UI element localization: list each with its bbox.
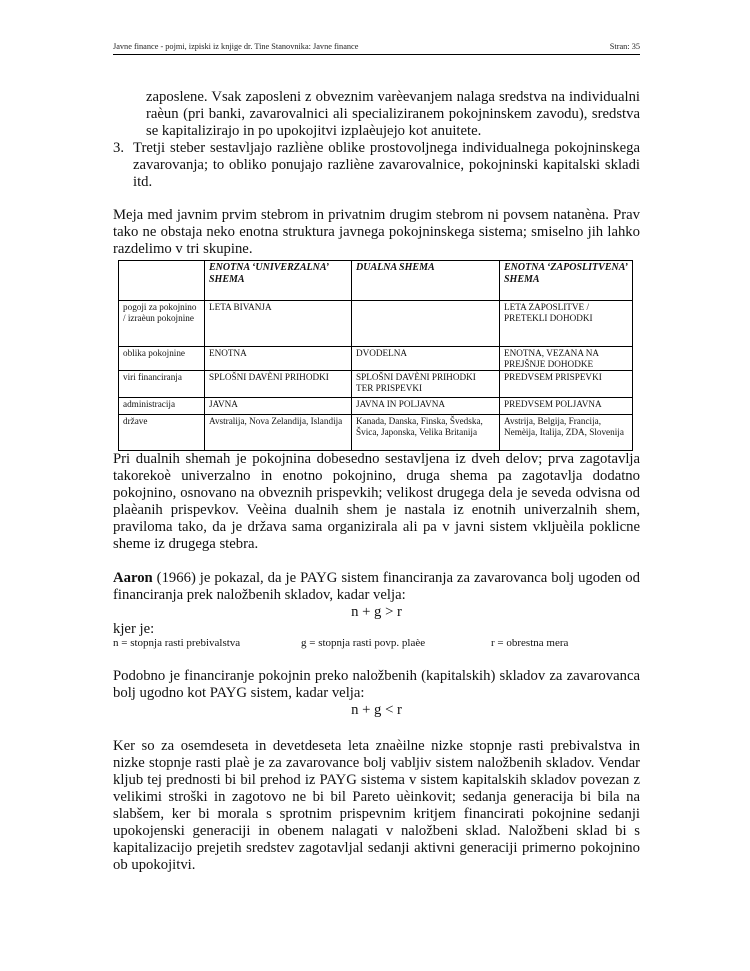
table-header-cell: DUALNA SHEMA [352, 261, 500, 301]
paragraph-dualnih: Pri dualnih shemah je pokojnina dobesedno sestavljena iz dveh delov; prva zagotavlja takorekoè univerzalno in enotno pokojnino, druga shema pa zagotavlja dodatno pokojnino, osnovano na obveznih prispevkih; velikost drugega dela je seveda odvisna od plaèanih prispevkov. Veèina dualnih shem je nastala iz enotnih univerzalnih shem, praviloma tako, da je država sama organizirala ali pa v javni sistem vkljuèila poklicne sheme iz drugega stebra. [113, 451, 640, 552]
table-row [119, 415, 633, 451]
table-row [119, 301, 633, 347]
table-cell: SPLOŠNI DAVÈNI PRIHODKI [205, 371, 352, 398]
table-cell: pogoji za pokojnino / izraèun pokojnine [119, 301, 205, 347]
author-name: Aaron [113, 570, 153, 586]
list-continuation [113, 89, 640, 191]
formula: n + g > r [351, 604, 402, 620]
header-title: Javne finance - pojmi, izpiski iz knjige dr. Tine Stanovnika: Javne finance [113, 42, 359, 51]
table-row [119, 371, 633, 398]
paragraph-aaron [113, 570, 640, 638]
definition-n: n = stopnja rasti prebivalstva [113, 637, 241, 649]
table-cell: oblika pokojnine [119, 347, 205, 371]
definition-g: g = stopnja rasti povp. plaèe [301, 637, 426, 649]
table-row [119, 398, 633, 415]
table-header-cell: ENOTNA ‘ZAPOSLITVENA’ SHEMA [500, 261, 633, 301]
table-cell: Avstralija, Nova Zelandija, Islandija [205, 415, 352, 451]
list-number: 3. [113, 140, 125, 156]
aaron-text [113, 570, 640, 604]
page-header [113, 42, 640, 55]
aaron-sentence: (1966) je pokazal, da je PAYG sistem financiranja za zavarovanca bolj ugoden od financiranja prek naložbenih skladov, kadar velja: [113, 570, 640, 603]
table-header-cell: ENOTNA ‘UNIVERZALNA’ SHEMA [205, 261, 352, 301]
paragraph-podobno [113, 668, 640, 719]
text-line: zaposlene. Vsak zaposleni z obveznim varèevanjem nalaga sredstva na individualni [146, 89, 640, 105]
table-header-cell [119, 261, 205, 301]
table-cell: države [119, 415, 205, 451]
paragraph-ker: Ker so za osemdeseta in devetdeseta leta znaèilne nizke stopnje rasti prebivalstva in nizke stopnje rasti plaè je za zavarovance bolj vabljiv sistem naložbenih skladov. Vendar kljub tej prednosti bi bil prehod iz PAYG sistema v sistem kapitalskih skladov povezan z velikimi stroški in zagotovo ne bi bil Pareto uèinkovit; sedanja generacija bi bila na slabšem, ker bi morala s sprotnim prispevnim kritjem financirati pokojnine sedanji upokojenski generaciji in obenem nalagati v naložbeni sklad. Naložbeni sklad bi s kapitalizacijo prejetih sredstev zagotavljal sedanji aktivni generaciji primerno pokojnino ob upokojitvi. [113, 738, 640, 873]
formula: n + g < r [351, 702, 402, 718]
text-line: se kapitalizirajo in po upokojitvi izplaèujejo kot anuitete. [146, 123, 482, 139]
table-cell: PREDVSEM POLJAVNA [500, 398, 633, 415]
pension-schemes-table [118, 260, 633, 451]
table-cell: LETA ZAPOSLITVE / PRETEKLI DOHODKI [500, 301, 633, 347]
table-cell [352, 301, 500, 347]
list-item-text: Tretji steber sestavljajo razliène oblike prostovoljnega individualnega pokojninskega zavarovanja; to obliko ponujajo razliène zavarovalnice, pokojninski kapitalski skladi itd. [133, 140, 640, 190]
table-cell: PREDVSEM PRISPEVKI [500, 371, 633, 398]
text-line: raèun (pri banki, zavarovalnici ali specializiranem pokojninskem zavodu), sredstva [146, 106, 640, 122]
table-header-row [119, 261, 633, 301]
podobno-text: Podobno je financiranje pokojnin preko naložbenih (kapitalskih) skladov za zavarovanca bolj ugodno kot PAYG sistem, kadar velja: [113, 668, 640, 701]
table-cell: viri financiranja [119, 371, 205, 398]
table-cell: DVODELNA [352, 347, 500, 371]
table-row [119, 347, 633, 371]
table-cell: SPLOŠNI DAVÈNI PRIHODKI TER PRISPEVKI [352, 371, 500, 398]
table-cell: JAVNA [205, 398, 352, 415]
table-cell: ENOTNA [205, 347, 352, 371]
table-cell: JAVNA IN POLJAVNA [352, 398, 500, 415]
table-cell: ENOTNA, VEZANA NA PREJŠNJE DOHODKE [500, 347, 633, 371]
table-cell: Kanada, Danska, Finska, Švedska, Švica, Japonska, Velika Britanija [352, 415, 500, 451]
paragraph-meja: Meja med javnim prvim stebrom in privatnim drugim stebrom ni povsem natanèna. Prav tako ne obstaja neko enotna struktura javnega pokojninskega sistema; smiselno jih lahko razdelimo v tri skupine. [113, 207, 640, 257]
table-cell: LETA BIVANJA [205, 301, 352, 347]
definition-r: r = obrestna mera [491, 637, 569, 649]
table-cell: administracija [119, 398, 205, 415]
list-item-3 [113, 140, 640, 191]
table-cell: Avstrija, Belgija, Francija, Nemèija, Italija, ZDA, Slovenija [500, 415, 633, 451]
where-label: kjer je: [113, 621, 155, 637]
page-number: Stran: 35 [609, 42, 640, 51]
